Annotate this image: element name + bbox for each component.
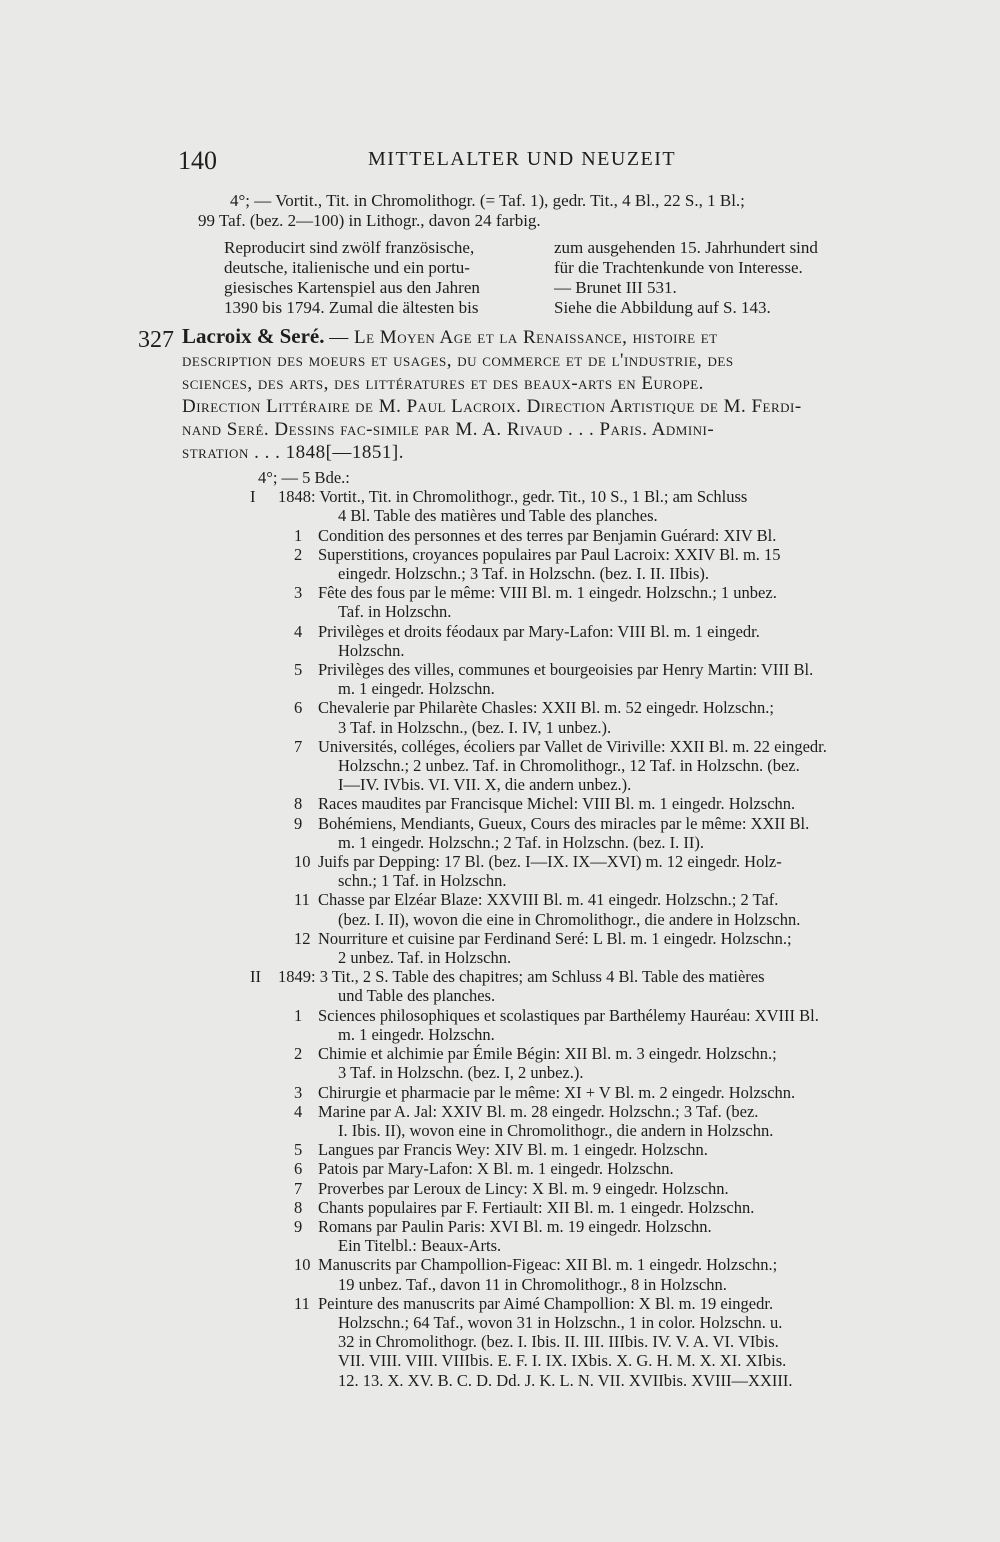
- list-item-continuation: [228, 1121, 888, 1140]
- item-text: m. 1 eingedr. Holzschn.; 2 Taf. in Holzschn. (bez. I. II).: [338, 832, 705, 852]
- entry-title: [182, 325, 872, 464]
- item-text: Patois par Mary-Lafon: X Bl. m. 1 eingedr. Holzschn.: [318, 1159, 674, 1179]
- text-line: 99 Taf. (bez. 2—100) in Lithogr., davon 24 farbig.: [198, 211, 541, 230]
- item-text: Universités, colléges, écoliers par Vallet de Viriville: XXII Bl. m. 22 eingedr.: [318, 736, 827, 756]
- list-item-continuation: [228, 756, 888, 775]
- list-item-continuation: [228, 1351, 888, 1370]
- list-item-continuation: [228, 602, 888, 621]
- item-text: Langues par Francis Wey: XIV Bl. m. 1 eingedr. Holzschn.: [318, 1140, 708, 1160]
- list-item: [228, 1217, 888, 1236]
- item-text: Holzschn.; 2 unbez. Taf. in Chromolithogr., 12 Taf. in Holzschn. (bez.: [338, 756, 800, 776]
- item-text: Races maudites par Francisque Michel: VIII Bl. m. 1 eingedr. Holzschn.: [318, 794, 796, 814]
- item-text: Marine par A. Jal: XXIV Bl. m. 28 eingedr. Holzschn.; 3 Taf. (bez.: [318, 1101, 759, 1121]
- list-item-continuation: [228, 564, 888, 583]
- item-number: 11: [294, 890, 310, 910]
- list-item-continuation: [228, 1275, 888, 1294]
- list-item-continuation: [228, 1063, 888, 1082]
- running-title: MITTELALTER UND NEUZEIT: [368, 148, 677, 170]
- list-item: [228, 1102, 888, 1121]
- text-line: 4°; — Vortit., Tit. in Chromolithogr. (= Taf. 1), gedr. Tit., 4 Bl., 22 S., 1 Bl.;: [230, 191, 745, 210]
- text-line: deutsche, italienische und ein portu-: [224, 258, 470, 277]
- item-number: 7: [294, 1178, 303, 1198]
- item-number: 5: [294, 1140, 303, 1160]
- list-item: [228, 1044, 888, 1063]
- list-item: [228, 794, 888, 813]
- item-number: 5: [294, 660, 303, 680]
- list-item: [228, 1179, 888, 1198]
- item-text: Chasse par Elzéar Blaze: XXVIII Bl. m. 41 eingedr. Holzschn.; 2 Taf.: [318, 890, 779, 910]
- list-item-continuation: [228, 1332, 888, 1351]
- list-item: [228, 890, 888, 909]
- item-text: Chimie et alchimie par Émile Bégin: XII Bl. m. 3 eingedr. Holzschn.;: [318, 1044, 777, 1064]
- list-item: [228, 1159, 888, 1178]
- list-item-continuation: [228, 871, 888, 890]
- list-item-continuation: [228, 641, 888, 660]
- list-item-continuation: [228, 910, 888, 929]
- list-item: [228, 545, 888, 564]
- list-item: [228, 1006, 888, 1025]
- item-number: 3: [294, 583, 303, 603]
- item-number: 11: [294, 1293, 310, 1313]
- page-header: [178, 146, 678, 176]
- item-number: 1: [294, 525, 303, 545]
- item-text: Fête des fous par le même: VIII Bl. m. 1 eingedr. Holzschn.; 1 unbez.: [318, 583, 777, 603]
- item-text: Holzschn.; 64 Taf., wovon 31 in Holzschn., 1 in color. Holzschn. u.: [338, 1312, 783, 1332]
- volume-list: [228, 468, 888, 1390]
- text-line: 1390 bis 1794. Zumal die ältesten bis: [224, 298, 479, 317]
- item-text: Nourriture et cuisine par Ferdinand Seré: L Bl. m. 1 eingedr. Holzschn.;: [318, 928, 792, 948]
- title-line: stration . . . 1848[—1851].: [182, 442, 404, 463]
- entry-author: Lacroix & Seré.: [182, 324, 325, 348]
- item-text: Chants populaires par F. Fertiault: XII Bl. m. 1 eingedr. Holzschn.: [318, 1197, 755, 1217]
- item-text: Superstitions, croyances populaires par Paul Lacroix: XXIV Bl. m. 15: [318, 544, 781, 564]
- text-line: giesisches Kartenspiel aus den Jahren: [224, 278, 480, 297]
- item-text: Proverbes par Leroux de Lincy: X Bl. m. 9 eingedr. Holzschn.: [318, 1178, 729, 1198]
- list-item: [228, 814, 888, 833]
- item-number: 10: [294, 1255, 311, 1275]
- notes-right-column: [554, 238, 818, 318]
- item-text: Privilèges des villes, communes et bourgeoisies par Henry Martin: VIII Bl.: [318, 660, 814, 680]
- item-number: 1: [294, 1005, 303, 1025]
- list-item-continuation: [228, 948, 888, 967]
- item-text: 12. 13. X. XV. B. C. D. Dd. J. K. L. N. VII. XVIIbis. XVIII—XXIII.: [338, 1370, 793, 1390]
- item-number: 2: [294, 1044, 303, 1064]
- item-number: 9: [294, 813, 303, 833]
- item-text: 2 unbez. Taf. in Holzschn.: [338, 948, 512, 968]
- list-item: [228, 852, 888, 871]
- list-item: [228, 526, 888, 545]
- item-text: 4 Bl. Table des matières und Table des planches.: [338, 506, 658, 526]
- item-number: 4: [294, 1101, 303, 1121]
- item-number: 12: [294, 928, 311, 948]
- item-text: m. 1 eingedr. Holzschn.: [338, 679, 495, 699]
- list-item-continuation: [228, 506, 888, 525]
- item-number: 8: [294, 1197, 303, 1217]
- item-text: m. 1 eingedr. Holzschn.: [338, 1024, 495, 1044]
- item-text: 19 unbez. Taf., davon 11 in Chromolithogr., 8 in Holzschn.: [338, 1274, 727, 1294]
- volume-heading: [228, 967, 888, 986]
- list-item-continuation: [228, 986, 888, 1005]
- list-item-continuation: [228, 1313, 888, 1332]
- item-number: 3: [294, 1082, 303, 1102]
- page-number: 140: [178, 146, 217, 175]
- item-text: Condition des personnes et des terres par Benjamin Guérard: XIV Bl.: [318, 525, 777, 545]
- item-text: und Table des planches.: [338, 986, 496, 1006]
- item-number: 6: [294, 1159, 303, 1179]
- title-line: nand Seré. Dessins fac-simile par M. A. Rivaud . . . Paris. Admini-: [182, 419, 715, 440]
- list-item: [228, 1255, 888, 1274]
- item-number: 8: [294, 794, 303, 814]
- item-text: Manuscrits par Champollion-Figeac: XII Bl. m. 1 eingedr. Holzschn.;: [318, 1255, 778, 1275]
- item-text: VII. VIII. VIII. VIIIbis. E. F. I. IX. IXbis. X. G. H. M. X. XI. XIbis.: [338, 1351, 787, 1371]
- volume-number: I: [250, 487, 256, 507]
- item-text: 1849: 3 Tit., 2 S. Table des chapitres; am Schluss 4 Bl. Table des matières: [278, 967, 765, 987]
- item-text: I—IV. IVbis. VI. VII. X, die andern unbez.).: [338, 775, 632, 795]
- item-text: Privilèges et droits féodaux par Mary-Lafon: VIII Bl. m. 1 eingedr.: [318, 621, 760, 641]
- list-item: [228, 622, 888, 641]
- volume-number: II: [250, 967, 261, 987]
- list-item-continuation: [228, 1236, 888, 1255]
- volume-heading: [228, 487, 888, 506]
- item-text: 1848: Vortit., Tit. in Chromolithogr., gedr. Tit., 10 S., 1 Bl.; am Schluss: [278, 487, 748, 507]
- item-number: 7: [294, 736, 303, 756]
- item-number: 2: [294, 544, 303, 564]
- title-line: — Le Moyen Age et la Renaissance, histoire et: [329, 327, 718, 348]
- list-item: [228, 660, 888, 679]
- list-item: [228, 1083, 888, 1102]
- item-text: Sciences philosophiques et scolastiques par Barthélemy Hauréau: XVIII Bl.: [318, 1005, 819, 1025]
- notes-left-column: [224, 238, 480, 318]
- text-line: Reproducirt sind zwölf französische,: [224, 238, 475, 257]
- item-text: I. Ibis. II), wovon eine in Chromolithogr., die andern in Holzschn.: [338, 1120, 774, 1140]
- item-text: Holzschn.: [338, 640, 405, 660]
- list-item-continuation: [228, 1025, 888, 1044]
- item-text: 3 Taf. in Holzschn., (bez. I. IV, 1 unbez.).: [338, 717, 612, 737]
- list-item: [228, 1198, 888, 1217]
- item-text: eingedr. Holzschn.; 3 Taf. in Holzschn. (bez. I. II. IIbis).: [338, 564, 710, 584]
- item-text: Juifs par Depping: 17 Bl. (bez. I—IX. IX—XVI) m. 12 eingedr. Holz-: [318, 852, 782, 872]
- item-text: Ein Titelbl.: Beaux-Arts.: [338, 1236, 502, 1256]
- item-text: Peinture des manuscrits par Aimé Champollion: X Bl. m. 19 eingedr.: [318, 1293, 774, 1313]
- item-text: Taf. in Holzschn.: [338, 602, 452, 622]
- text-line: Siehe die Abbildung auf S. 143.: [554, 298, 771, 317]
- list-item: [228, 737, 888, 756]
- item-number: 6: [294, 698, 303, 718]
- item-text: Romans par Paulin Paris: XVI Bl. m. 19 eingedr. Holzschn.: [318, 1216, 712, 1236]
- list-item-continuation: [228, 1371, 888, 1390]
- entry-number: 327: [138, 327, 174, 353]
- text-line: für die Trachtenkunde von Interesse.: [554, 258, 803, 277]
- item-text: 3 Taf. in Holzschn. (bez. I, 2 unbez.).: [338, 1063, 584, 1083]
- title-line: Direction Littéraire de M. Paul Lacroix. Direction Artistique de M. Ferdi-: [182, 396, 802, 417]
- item-text: Chevalerie par Philarète Chasles: XXII Bl. m. 52 eingedr. Holzschn.;: [318, 698, 774, 718]
- list-item: [228, 698, 888, 717]
- list-item-continuation: [228, 718, 888, 737]
- item-text: 32 in Chromolithogr. (bez. I. Ibis. II. III. IIIbis. IV. V. A. VI. VIbis.: [338, 1332, 779, 1352]
- item-number: 10: [294, 852, 311, 872]
- list-item-continuation: [228, 833, 888, 852]
- item-text: 4°; — 5 Bde.:: [258, 468, 350, 487]
- text-line: zum ausgehenden 15. Jahrhundert sind: [554, 238, 818, 257]
- item-number: 9: [294, 1216, 303, 1236]
- list-item-continuation: [228, 679, 888, 698]
- list-item: [228, 1140, 888, 1159]
- item-text: (bez. I. II), wovon die eine in Chromolithogr., die andere in Holzschn.: [338, 909, 801, 929]
- item-number: 4: [294, 621, 303, 641]
- list-item-continuation: [228, 775, 888, 794]
- list-item-continuation: [228, 468, 888, 487]
- list-item: [228, 1294, 888, 1313]
- item-text: Chirurgie et pharmacie par le même: XI + V Bl. m. 2 eingedr. Holzschn.: [318, 1082, 796, 1102]
- item-text: Bohémiens, Mendiants, Gueux, Cours des miracles par le même: XXII Bl.: [318, 813, 810, 833]
- title-line: sciences, des arts, des littératures et des beaux-arts en Europe.: [182, 373, 704, 394]
- text-line: — Brunet III 531.: [554, 278, 677, 297]
- list-item: [228, 929, 888, 948]
- title-line: description des moeurs et usages, du commerce et de l'industrie, des: [182, 350, 734, 371]
- item-text: schn.; 1 Taf. in Holzschn.: [338, 871, 507, 891]
- previous-entry-description: [198, 191, 878, 231]
- list-item: [228, 583, 888, 602]
